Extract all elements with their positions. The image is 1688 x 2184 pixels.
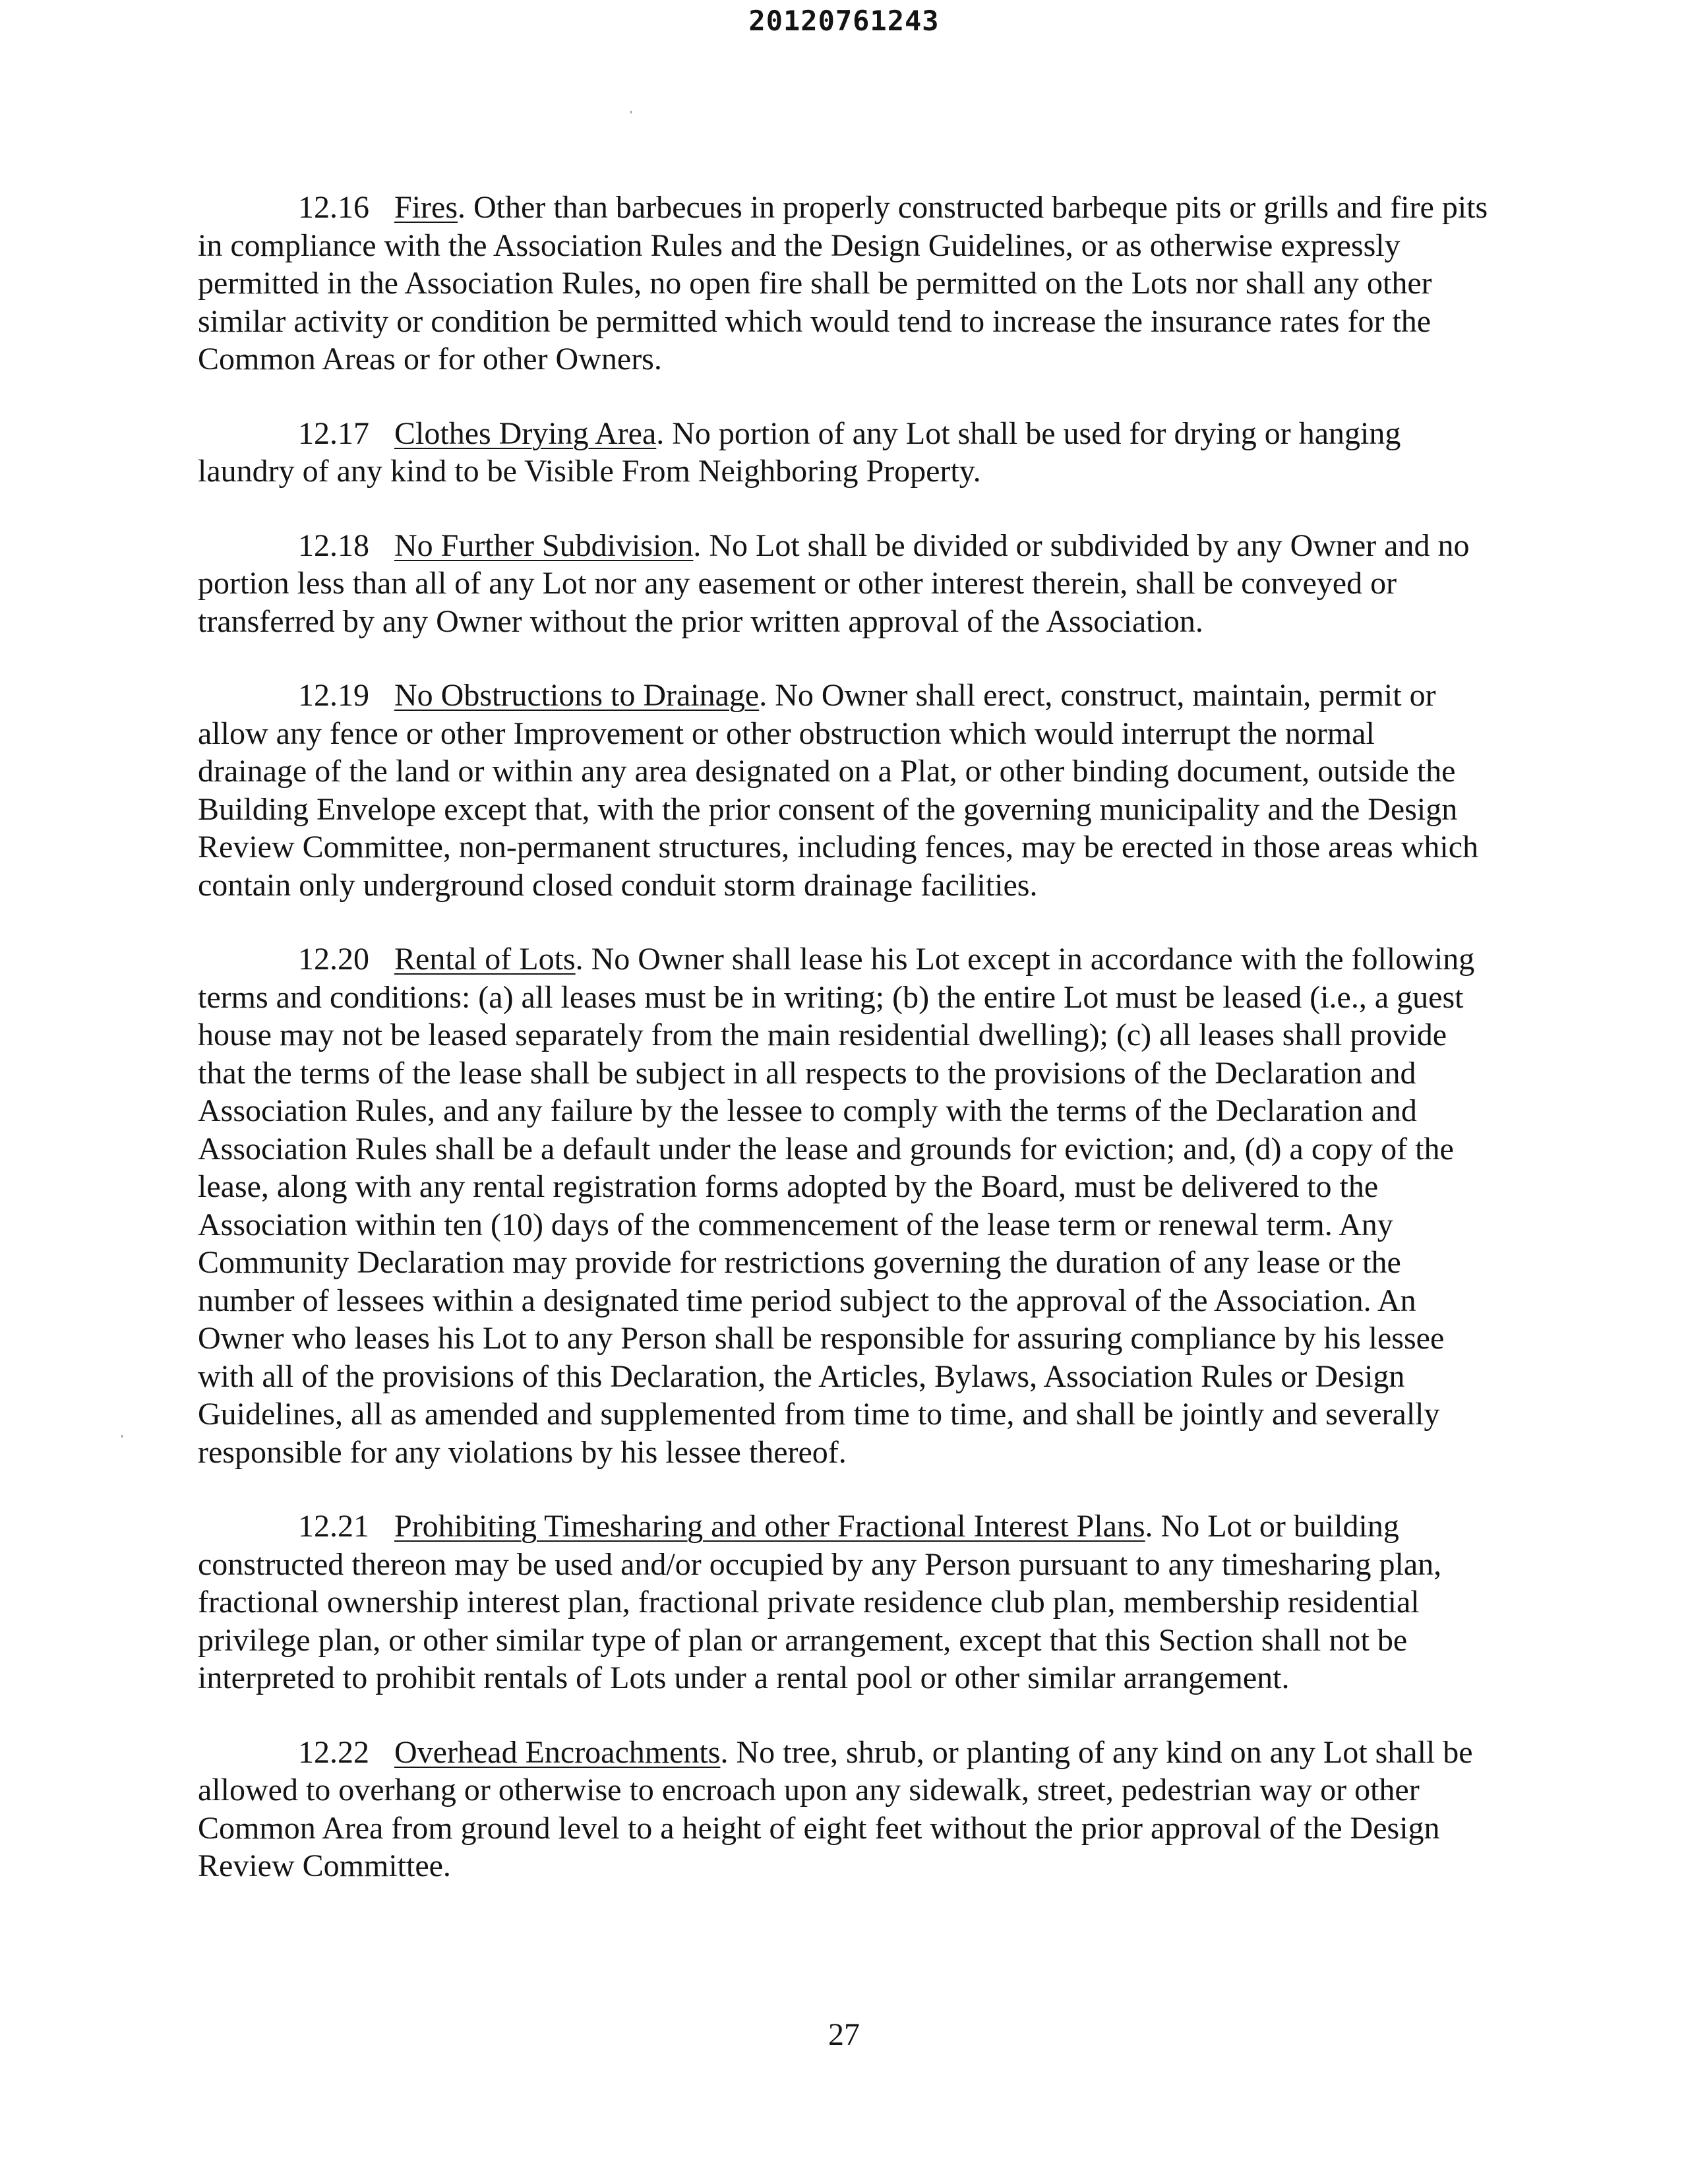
section-title: Clothes Drying Area xyxy=(394,415,657,451)
section-12-20 xyxy=(198,940,1490,1471)
section-text: . No Owner shall lease his Lot except in accordance with the following terms and conditions: (a) all leases must be in writing; (b) the entire Lot must be leased (i.e., a guest house may not be leased separately from the main residential dwelling); (c) all leases shall provide that the terms of the lease shall be subject in all respects to the provisions of the Declaration and Association Rules, and any failure by the lessee to comply with the terms of the Declaration and Association Rules shall be a default under the lease and grounds for eviction; and, (d) a copy of the lease, along with any rental registration forms adopted by the Board, must be delivered to the Association within ten (10) days of the commencement of the lease term or renewal term. Any Community Declaration may provide for restrictions governing the duration of any lease or the number of lessees within a designated time period subject to the approval of the Association. An Owner who leases his Lot to any Person shall be responsible for assuring compliance by his lessee with all of the provisions of this Declaration, the Articles, Bylaws, Association Rules or Design Guidelines, all as amended and supplemented from time to time, and shall be jointly and severally responsible for any violations by his lessee thereof. xyxy=(198,942,1475,1470)
section-number: 12.20 xyxy=(298,942,369,977)
section-12-19 xyxy=(198,677,1490,904)
scan-speck xyxy=(630,111,632,113)
document-number: 20120761243 xyxy=(748,5,940,37)
section-12-18 xyxy=(198,527,1490,641)
section-number: 12.19 xyxy=(298,678,369,713)
section-12-16 xyxy=(198,189,1490,379)
section-12-21 xyxy=(198,1507,1490,1697)
scan-speck xyxy=(121,1435,123,1438)
section-number: 12.18 xyxy=(298,528,369,563)
section-title: Prohibiting Timesharing and other Fractional Interest Plans xyxy=(394,1509,1145,1544)
section-title: No Obstructions to Drainage xyxy=(394,678,760,713)
section-text: . No Lot shall be divided or subdivided by any Owner and no portion less than all of any Lot nor any easement or other interest therein, shall be conveyed or transferred by any Owner without the prior written approval of the Association. xyxy=(198,528,1470,639)
section-number: 12.21 xyxy=(298,1509,369,1544)
section-number: 12.17 xyxy=(298,415,369,451)
section-title: Fires xyxy=(394,190,458,225)
section-title: Rental of Lots xyxy=(394,942,576,977)
section-text: . No tree, shrub, or planting of any kind on any Lot shall be allowed to overhang or otherwise to encroach upon any sidewalk, street, pedestrian way or other Common Area from ground level to a height of eight feet without the prior approval of the Design Review Committee. xyxy=(198,1734,1473,1883)
section-text: . No portion of any Lot shall be used for drying or hanging laundry of any kind to be Visible From Neighboring Property. xyxy=(198,415,1401,489)
section-title: No Further Subdivision xyxy=(394,528,694,563)
document-body xyxy=(198,189,1490,1922)
section-title: Overhead Encroachments xyxy=(394,1734,721,1770)
section-12-22 xyxy=(198,1734,1490,1885)
section-number: 12.22 xyxy=(298,1734,369,1770)
page-number: 27 xyxy=(828,2017,860,2052)
section-text: . No Owner shall erect, construct, maintain, permit or allow any fence or other Improvement or other obstruction which would interrupt the normal drainage of the land or within any area designated on a Plat, or other binding document, outside the Building Envelope except that, with the prior consent of the governing municipality and the Design Review Committee, non-permanent structures, including fences, may be erected in those areas which contain only underground closed conduit storm drainage facilities. xyxy=(198,678,1479,903)
section-text: . Other than barbecues in properly constructed barbeque pits or grills and fire pits in compliance with the Association Rules and the Design Guidelines, or as otherwise expressly permitted in the Association Rules, no open fire shall be permitted on the Lots nor shall any other similar activity or condition be permitted which would tend to increase the insurance rates for the Common Areas or for other Owners. xyxy=(198,190,1488,377)
section-12-17 xyxy=(198,415,1490,491)
section-number: 12.16 xyxy=(298,190,369,225)
section-text: . No Lot or building constructed thereon may be used and/or occupied by any Person pursuant to any timesharing plan, fractional ownership interest plan, fractional private residence club plan, membership residential privilege plan, or other similar type of plan or arrangement, except that this Section shall not be interpreted to prohibit rentals of Lots under a rental pool or other similar arrangement. xyxy=(198,1509,1442,1695)
